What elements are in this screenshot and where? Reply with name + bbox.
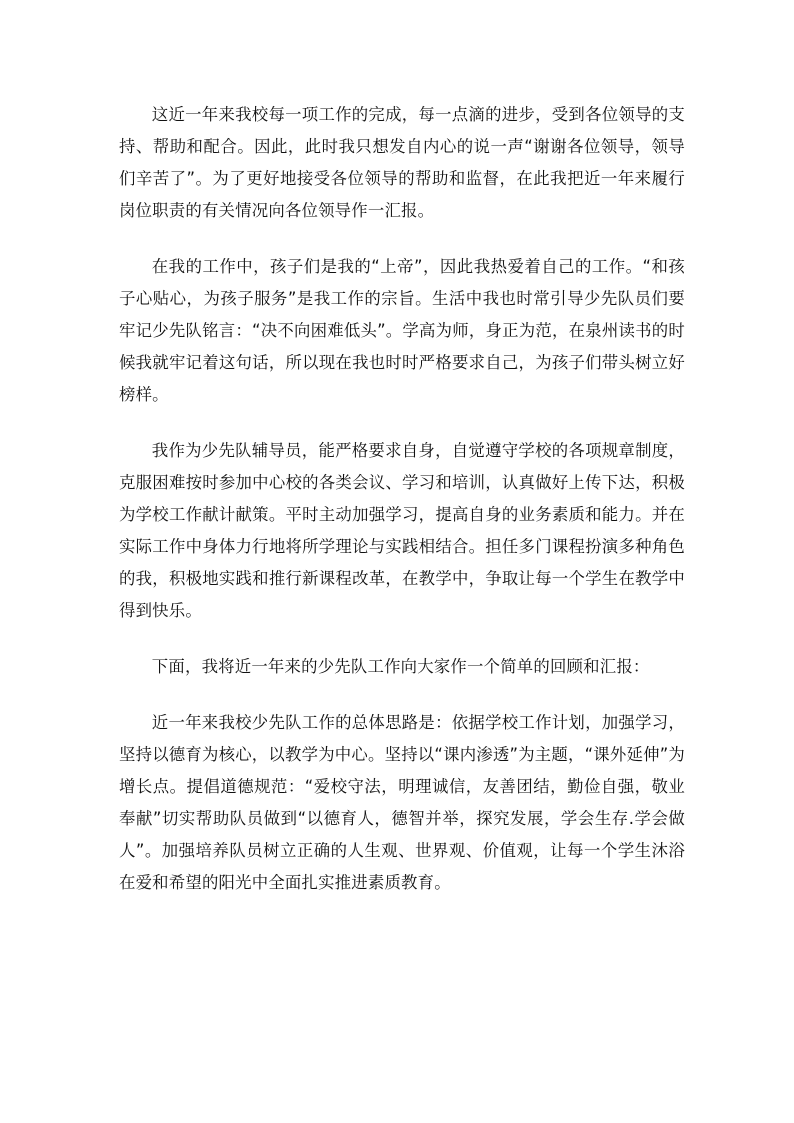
paragraph-3: 我作为少先队辅导员，能严格要求自身，自觉遵守学校的各项规章制度，克服困难按时参加中心校的各类会议、学习和培训，认真做好上传下达，积极为学校工作献计献策。平时主动加强学习，提高自身的业务素质和能力。并在实际工作中身体力行地将所学理论与实践相结合。担任多门课程扮演多种角色的我，积极地实践和推行新课程改革，在教学中，争取让每一个学生在教学中得到快乐。 <box>119 441 685 620</box>
document-body <box>119 99 685 923</box>
paragraph-4: 下面，我将近一年来的少先队工作向大家作一个简单的回顾和汇报： <box>151 657 650 676</box>
paragraph-2: 在我的工作中，孩子们是我的“上帝”，因此我热爱着自己的工作。“和孩子心贴心，为孩子服务”是我工作的宗旨。生活中我也时常引导少先队员们要牢记少先队铭言：“决不向困难低头”。学高为师，身正为范，在泉州读书的时候我就牢记着这句话，所以现在我也时时严格要求自己，为孩子们带头树立好榜样。 <box>119 257 685 404</box>
paragraph-5: 近一年来我校少先队工作的总体思路是：依据学校工作计划，加强学习，坚持以德育为核心，以教学为中心。坚持以“课内渗透”为主题，“课外延伸”为增长点。提倡道德规范：“爱校守法，明理诚信，友善团结，勤俭自强，敬业奉献”切实帮助队员做到“以德育人，德智并举，探究发展，学会生存.学会做人”。加强培养队员树立正确的人生观、世界观、价值观，让每一个学生沐浴在爱和希望的阳光中全面扎实推进素质教育。 <box>119 713 685 892</box>
paragraph-1: 这近一年来我校每一项工作的完成，每一点滴的进步，受到各位领导的支持、帮助和配合。因此，此时我只想发自内心的说一声“谢谢各位领导，领导们辛苦了”。为了更好地接受各位领导的帮助和监督，在此我把近一年来履行岗位职责的有关情况向各位领导作一汇报。 <box>119 105 685 220</box>
